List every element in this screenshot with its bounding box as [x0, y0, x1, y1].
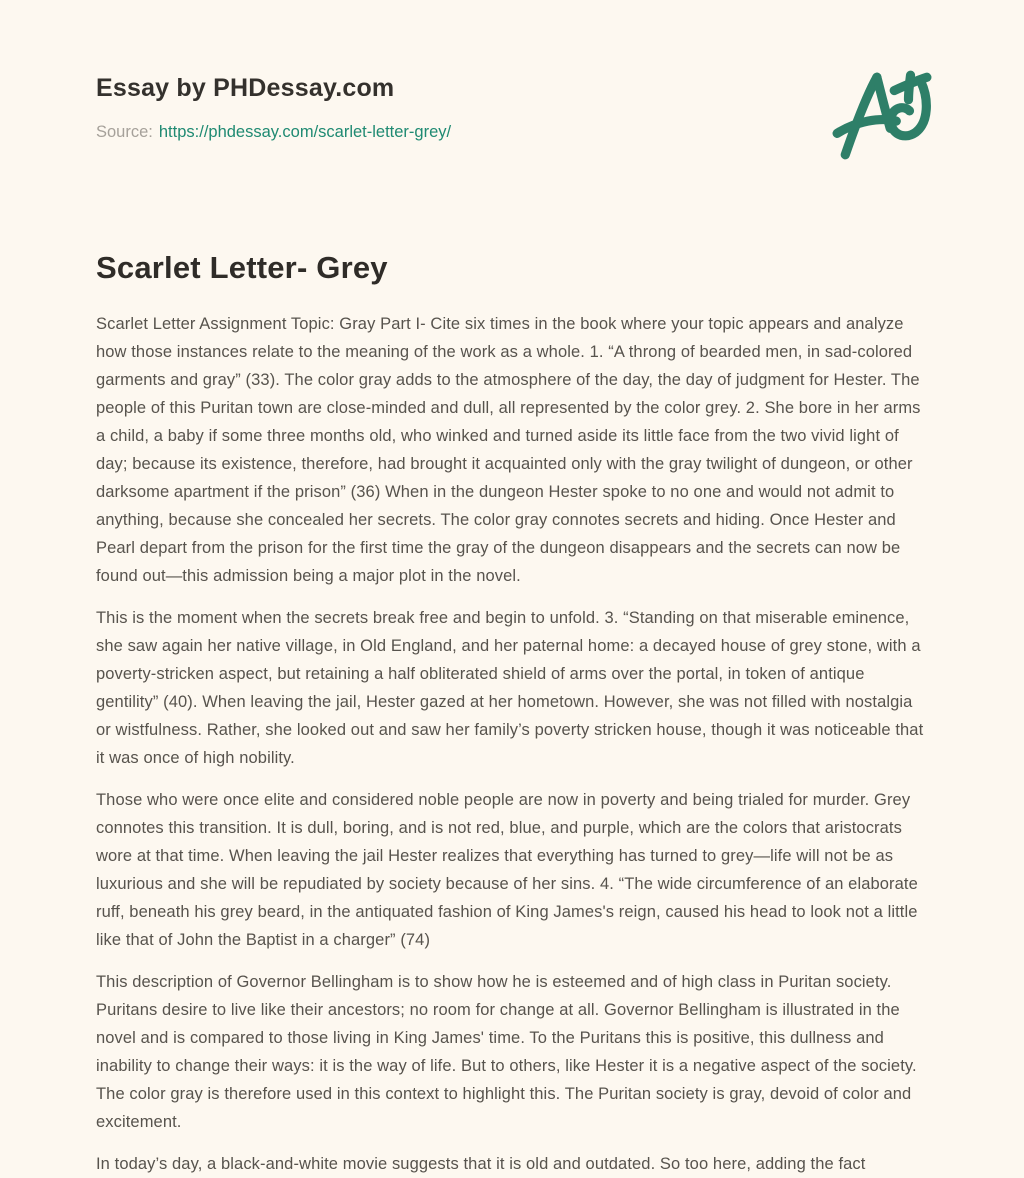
header-text-block — [96, 72, 451, 142]
essay-paragraph-3: Those who were once elite and considered noble people are now in poverty and being trialed for murder. Grey connotes this transition. It is dull, boring, and is not red, blue, and purple, which are the colors that aristocrats wore at that time. When leaving the jail Hester realizes that everything has turned to grey—life will not be as luxurious and she will be repudiated by society because of her sins. 4. “The wide circumference of an elaborate ruff, beneath his grey beard, in the antiquated fashion of King James's reign, caused his head to look not a little like that of John the Baptist in a charger” (74) — [96, 791, 918, 949]
source-link[interactable]: https://phdessay.com/scarlet-letter-grey/ — [158, 123, 452, 141]
essay-body — [96, 310, 928, 1178]
source-row — [96, 123, 451, 142]
source-label: Source: — [96, 123, 153, 141]
a-plus-logo-icon — [832, 64, 934, 166]
essay-paragraph-5: In today’s day, a black-and-white movie suggests that it is old and outdated. So too here, adding the fact — [96, 1155, 866, 1173]
essay-title: Scarlet Letter- Grey — [96, 250, 388, 285]
essay-paragraph-1: Scarlet Letter Assignment Topic: Gray Part I- Cite six times in the book where your topic appears and analyze how those instances relate to the meaning of the work as a whole. 1. “A throng of bearded men, in sad-colored garments and gray” (33). The color gray adds to the atmosphere of the day, the day of judgment for Hester. The people of this Puritan town are close-minded and dull, all represented by the color grey. 2. She bore in her arms a child, a baby if some three months old, who winked and turned aside its little face from the two vivid light of day; because its existence, therefore, had brought it acquainted only with the gray twilight of dungeon, or other darksome apartment if the prison” (36) When in the dungeon Hester spoke to no one and would not admit to anything, because she concealed her secrets. The color gray connotes secrets and hiding. Once Hester and Pearl depart from the prison for the first time the gray of the dungeon disappears and the secrets can now be found out—this admission being a major plot in the novel. — [96, 315, 921, 585]
essay-paragraph-2: This is the moment when the secrets break free and begin to unfold. 3. “Standing on that miserable eminence, she saw again her native village, in Old England, and her paternal home: a decayed house of grey stone, with a poverty-stricken aspect, but retaining a half obliterated shield of arms over the portal, in token of antique gentility” (40). When leaving the jail, Hester gazed at her hometown. However, she was not filled with nostalgia or wistfulness. Rather, she looked out and saw her family’s poverty stricken house, though it was noticeable that it was once of high nobility. — [96, 609, 924, 767]
page-header — [96, 72, 928, 166]
essay-paragraph-4: This description of Governor Bellingham is to show how he is esteemed and of high class in Puritan society. Puritans desire to live like their ancestors; no room for change at all. Governor Bellingham is illustrated in the novel and is compared to those living in King James' time. To the Puritans this is positive, this dullness and inability to change their ways: it is the way of life. But to others, like Hester it is a negative aspect of the society. The color gray is therefore used in this context to highlight this. The Puritan society is gray, devoid of color and excitement. — [96, 973, 917, 1131]
site-header-title: Essay by PHDessay.com — [96, 74, 395, 102]
